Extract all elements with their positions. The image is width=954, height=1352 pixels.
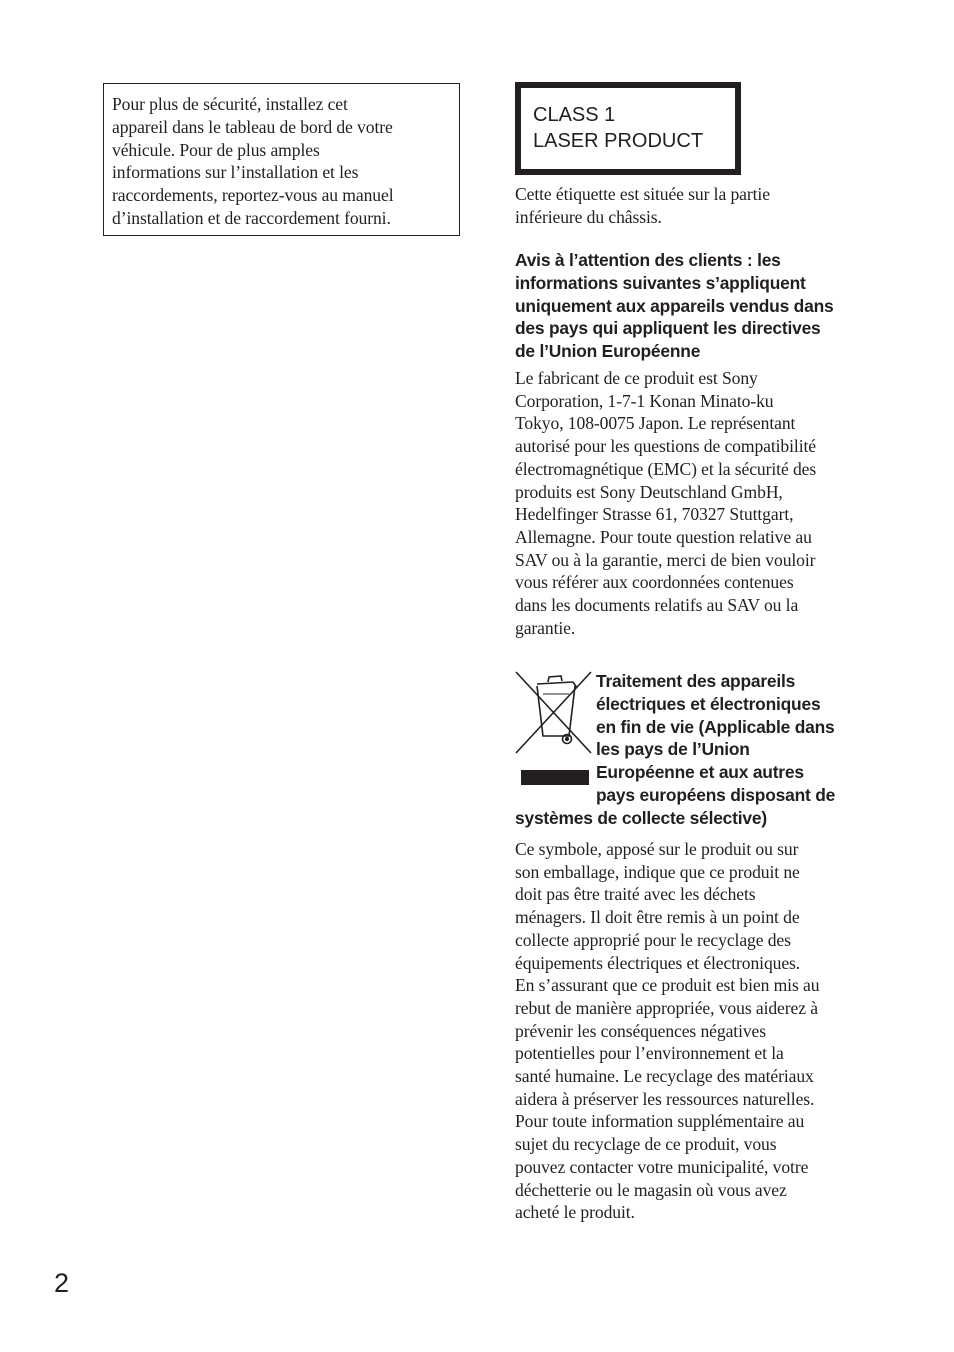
paragraph-line: équipements électriques et électroniques. xyxy=(515,952,801,973)
heading-line: les pays de l’Union xyxy=(596,739,750,760)
notice-line: appareil dans le tableau de bord de votre xyxy=(112,116,393,137)
heading-line: électriques et électroniques xyxy=(596,693,821,714)
paragraph-line: garantie. xyxy=(515,617,576,638)
paragraph-line: SAV ou à la garantie, merci de bien vouloir xyxy=(515,549,816,570)
paragraph-line: dans les documents relatifs au SAV ou la xyxy=(515,595,799,616)
heading-line: Avis à l’attention des clients : les xyxy=(515,250,781,270)
paragraph-line: prévenir les conséquences négatives xyxy=(515,1020,767,1041)
notice-line: raccordements, reportez-vous au manuel xyxy=(112,185,394,206)
notice-line: Pour plus de sécurité, installez cet xyxy=(112,94,348,114)
weee-heading xyxy=(515,670,875,830)
heading-line: Traitement des appareils xyxy=(596,671,796,691)
notice-line: véhicule. Pour de plus amples xyxy=(112,139,320,160)
heading-line: informations suivantes s’appliquent xyxy=(515,272,806,293)
paragraph-line: Hedelfinger Strasse 61, 70327 Stuttgart, xyxy=(515,504,794,525)
paragraph-line: déchetterie ou le magasin où vous avez xyxy=(515,1179,787,1200)
paragraph-line: Le fabricant de ce produit est Sony xyxy=(515,368,758,388)
heading-line: systèmes de collecte sélective) xyxy=(515,807,767,828)
paragraph-line: aidera à préserver les ressources naturelles. xyxy=(515,1088,815,1109)
paragraph-line: ménagers. Il doit être remis à un point de xyxy=(515,907,800,928)
label-location-paragraph xyxy=(515,183,875,228)
page-number: 2 xyxy=(54,1268,70,1298)
heading-line: de l’Union Européenne xyxy=(515,341,701,362)
paragraph-line: santé humaine. Le recyclage des matériaux xyxy=(515,1066,814,1087)
heading-line: pays européens disposant de xyxy=(596,784,836,805)
paragraph-line: vous référer aux coordonnées contenues xyxy=(515,572,794,593)
paragraph-line: inférieure du châssis. xyxy=(515,206,662,227)
paragraph-line: Allemagne. Pour toute question relative au xyxy=(515,526,812,547)
paragraph-line: rebut de manière appropriée, vous aiderez à xyxy=(515,997,818,1018)
heading-line: des pays qui appliquent les directives xyxy=(515,318,821,339)
paragraph-line: Cette étiquette est située sur la partie xyxy=(515,184,770,204)
heading-line: en fin de vie (Applicable dans xyxy=(596,716,835,737)
paragraph-line: pouvez contacter votre municipalité, votre xyxy=(515,1156,809,1177)
paragraph-line: Ce symbole, apposé sur le produit ou sur xyxy=(515,839,799,859)
laser-product-line: LASER PRODUCT xyxy=(533,130,704,152)
paragraph-line: En s’assurant que ce produit est bien mis au xyxy=(515,975,820,996)
laser-class-line: CLASS 1 xyxy=(533,104,616,126)
installation-notice-box xyxy=(103,83,460,236)
paragraph-line: collecte approprié pour le recyclage des xyxy=(515,929,791,950)
paragraph-line: potentielles pour l’environnement et la xyxy=(515,1043,784,1064)
paragraph-line: acheté le produit. xyxy=(515,1202,635,1223)
laser-class-label xyxy=(515,82,741,175)
weee-body xyxy=(515,838,875,1224)
notice-line: informations sur l’installation et les xyxy=(112,162,359,183)
notice-line: d’installation et de raccordement fourni. xyxy=(112,207,391,228)
heading-line: uniquement aux appareils vendus dans xyxy=(515,295,834,316)
paragraph-line: Tokyo, 108-0075 Japon. Le représentant xyxy=(515,413,796,434)
paragraph-line: Pour toute information supplémentaire au xyxy=(515,1111,805,1132)
eu-notice-body xyxy=(515,367,875,639)
paragraph-line: son emballage, indique que ce produit ne xyxy=(515,861,800,882)
paragraph-line: autorisé pour les questions de compatibilité xyxy=(515,436,816,457)
paragraph-line: Corporation, 1-7-1 Konan Minato-ku xyxy=(515,390,774,411)
heading-line: Européenne et aux autres xyxy=(596,762,804,783)
paragraph-line: produits est Sony Deutschland GmbH, xyxy=(515,481,783,502)
paragraph-line: sujet du recyclage de ce produit, vous xyxy=(515,1134,777,1155)
paragraph-line: électromagnétique (EMC) et la sécurité des xyxy=(515,458,817,479)
paragraph-line: doit pas être traité avec les déchets xyxy=(515,884,756,905)
eu-notice-heading xyxy=(515,249,875,363)
